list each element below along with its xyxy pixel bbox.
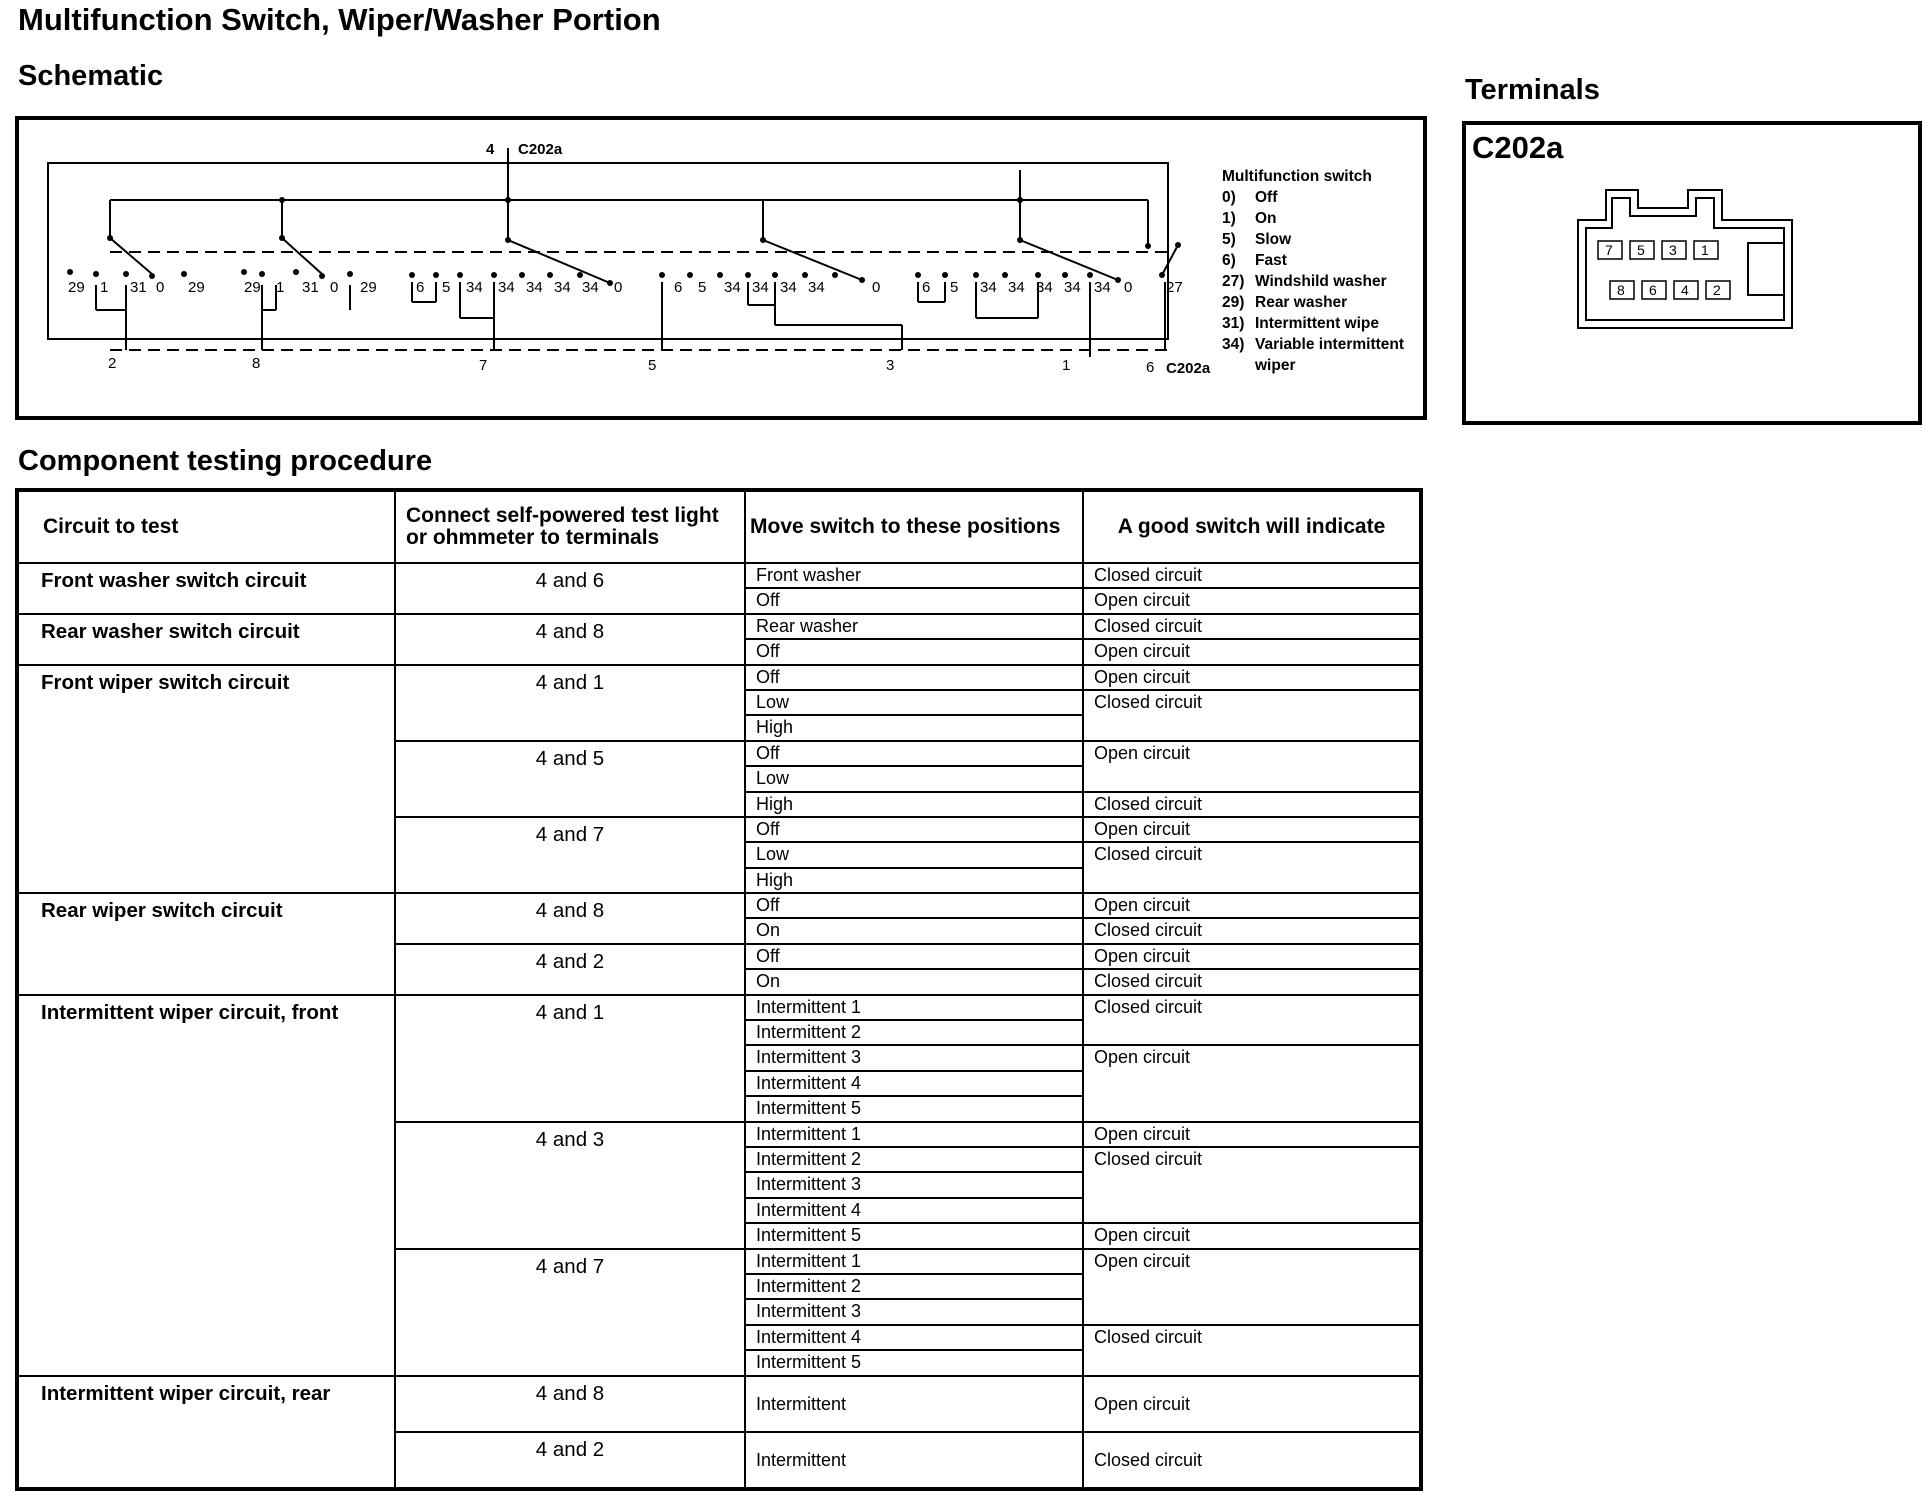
legend-text: Fast	[1255, 252, 1287, 269]
bottom-pin: 3	[886, 357, 895, 374]
position-cell: High	[745, 868, 1083, 893]
indication-cell: Open circuit	[1083, 1223, 1421, 1248]
schematic-legend	[1222, 166, 1404, 376]
connector-bottom-label: C202a	[1166, 360, 1211, 377]
legend-item	[1222, 334, 1404, 355]
terminal-cell: 4 and 1	[395, 665, 745, 741]
connector-face-diagram	[1560, 185, 1800, 335]
terminal-number: 6	[1649, 282, 1657, 298]
position-cell: Off	[745, 817, 1083, 842]
indication-cell: Open circuit	[1083, 944, 1421, 969]
circuit-cell: Front washer switch circuit	[17, 563, 395, 614]
contact-label: 34	[980, 279, 997, 296]
bottom-pin: 7	[479, 357, 488, 374]
contact-label: 34	[724, 279, 741, 296]
legend-item	[1222, 313, 1404, 334]
position-cell: Intermittent	[745, 1432, 1083, 1489]
contact-label: 0	[156, 279, 165, 296]
indication-cell: Open circuit	[1083, 1249, 1421, 1325]
contact-label: 0	[1124, 279, 1133, 296]
position-cell: Low	[745, 690, 1083, 715]
header-connect-line1: Connect self-powered test light	[406, 504, 719, 527]
contact-label: 6	[416, 279, 425, 296]
indication-cell: Closed circuit	[1083, 1147, 1421, 1223]
circuit-cell: Intermittent wiper circuit, front	[17, 995, 395, 1376]
contact-label: 34	[498, 279, 515, 296]
terminal-cell: 4 and 5	[395, 741, 745, 817]
connector-top-pin: 4	[486, 141, 495, 158]
legend-text: Slow	[1255, 231, 1292, 248]
terminal-number: 1	[1701, 242, 1709, 258]
schematic-heading: Schematic	[18, 60, 164, 92]
position-cell: Intermittent 2	[745, 1020, 1083, 1045]
position-cell: Front washer	[745, 563, 1083, 588]
position-cell: Intermittent 3	[745, 1172, 1083, 1197]
header-indicate: A good switch will indicate	[1083, 490, 1421, 563]
position-cell: Off	[745, 588, 1083, 613]
legend-text: On	[1255, 210, 1277, 227]
position-cell: Intermittent 1	[745, 1249, 1083, 1274]
contact-label: 5	[950, 279, 959, 296]
terminal-cell: 4 and 2	[395, 1432, 745, 1489]
contact-label: 0	[330, 279, 339, 296]
contact-label: 34	[554, 279, 571, 296]
contact-label: 29	[360, 279, 377, 296]
legend-key: 1)	[1222, 210, 1236, 227]
connector-top-label: C202a	[518, 141, 563, 158]
circuit-cell: Intermittent wiper circuit, rear	[17, 1376, 395, 1489]
contact-label: 34	[582, 279, 599, 296]
table-row	[17, 995, 1421, 1020]
table-row	[17, 614, 1421, 639]
legend-key: 0)	[1222, 189, 1236, 206]
contact-label: 29	[68, 279, 85, 296]
legend-text: Rear washer	[1255, 294, 1348, 311]
bottom-pin: 8	[252, 355, 261, 372]
indication-cell: Open circuit	[1083, 1376, 1421, 1432]
terminal-cell: 4 and 7	[395, 1249, 745, 1376]
legend-text: Variable intermittent	[1255, 336, 1405, 353]
indication-cell: Closed circuit	[1083, 995, 1421, 1046]
legend-title: Multifunction switch	[1222, 168, 1372, 185]
legend-item	[1222, 208, 1404, 229]
position-cell: Intermittent 2	[745, 1274, 1083, 1299]
position-cell: High	[745, 792, 1083, 817]
page-title: Multifunction Switch, Wiper/Washer Portion	[18, 2, 661, 37]
contact-label: 29	[188, 279, 205, 296]
terminals-connector-label: C202a	[1472, 130, 1564, 165]
contact-label: 1	[276, 279, 285, 296]
position-cell: Intermittent	[745, 1376, 1083, 1432]
legend-key	[1222, 355, 1255, 376]
terminal-number: 8	[1617, 282, 1625, 298]
table-row	[17, 1376, 1421, 1432]
header-connect	[395, 490, 745, 563]
indication-cell: Closed circuit	[1083, 690, 1421, 741]
indication-cell: Open circuit	[1083, 741, 1421, 792]
terminal-cell: 4 and 1	[395, 995, 745, 1122]
table-row	[17, 893, 1421, 918]
terminal-number: 2	[1713, 282, 1721, 298]
contact-label: 34	[1008, 279, 1025, 296]
position-cell: Intermittent 5	[745, 1096, 1083, 1121]
contact-label: 0	[614, 279, 623, 296]
position-cell: Intermittent 4	[745, 1325, 1083, 1350]
position-cell: Low	[745, 766, 1083, 791]
legend-key: 31)	[1222, 315, 1245, 332]
terminal-cell: 4 and 6	[395, 563, 745, 614]
indication-cell: Closed circuit	[1083, 1325, 1421, 1376]
position-cell: Intermittent 1	[745, 1122, 1083, 1147]
position-cell: Intermittent 4	[745, 1071, 1083, 1096]
indication-cell: Closed circuit	[1083, 1432, 1421, 1489]
contact-label: 34	[466, 279, 483, 296]
position-cell: On	[745, 969, 1083, 994]
position-cell: Intermittent 1	[745, 995, 1083, 1020]
procedure-heading: Component testing procedure	[18, 445, 433, 477]
header-move: Move switch to these positions	[745, 490, 1083, 563]
terminal-number: 3	[1669, 242, 1677, 258]
indication-cell: Open circuit	[1083, 817, 1421, 842]
legend-item	[1222, 250, 1404, 271]
terminal-cell: 4 and 8	[395, 893, 745, 944]
header-circuit: Circuit to test	[17, 490, 395, 563]
contact-label: 1	[100, 279, 109, 296]
position-cell: Off	[745, 893, 1083, 918]
contact-label: 5	[698, 279, 707, 296]
indication-cell: Open circuit	[1083, 665, 1421, 690]
terminal-number: 5	[1637, 242, 1645, 258]
contact-label: 0	[872, 279, 881, 296]
position-cell: High	[745, 715, 1083, 740]
indication-cell: Open circuit	[1083, 1045, 1421, 1121]
circuit-cell: Rear washer switch circuit	[17, 614, 395, 665]
contact-label: 6	[922, 279, 931, 296]
circuit-cell: Front wiper switch circuit	[17, 665, 395, 894]
legend-key: 6)	[1222, 252, 1236, 269]
bottom-pin: 5	[648, 357, 657, 374]
table-row	[17, 665, 1421, 690]
terminal-cell: 4 and 7	[395, 817, 745, 893]
legend-item	[1222, 271, 1404, 292]
bottom-pin: 1	[1062, 357, 1071, 374]
contact-label: 31	[302, 279, 319, 296]
indication-cell: Open circuit	[1083, 588, 1421, 613]
position-cell: Intermittent 5	[745, 1223, 1083, 1248]
contact-label: 34	[1094, 279, 1111, 296]
header-connect-line2: or ohmmeter to terminals	[406, 526, 660, 549]
circuit-cell: Rear wiper switch circuit	[17, 893, 395, 995]
terminals-heading: Terminals	[1465, 74, 1600, 106]
bottom-pin: 6	[1146, 359, 1155, 376]
indication-cell: Closed circuit	[1083, 792, 1421, 817]
legend-text: Intermittent wipe	[1255, 315, 1380, 332]
legend-text: wiper	[1255, 357, 1296, 374]
indication-cell: Open circuit	[1083, 1122, 1421, 1147]
position-cell: Intermittent 3	[745, 1299, 1083, 1324]
terminal-cell: 4 and 2	[395, 944, 745, 995]
legend-item	[1222, 187, 1404, 208]
contact-label: 34	[1036, 279, 1053, 296]
position-cell: Off	[745, 944, 1083, 969]
terminal-cell: 4 and 3	[395, 1122, 745, 1249]
position-cell: Low	[745, 842, 1083, 867]
contact-label: 6	[674, 279, 683, 296]
position-cell: Off	[745, 665, 1083, 690]
contact-label: 5	[442, 279, 451, 296]
contact-label: 34	[526, 279, 543, 296]
position-cell: Intermittent 3	[745, 1045, 1083, 1070]
table-row	[17, 563, 1421, 588]
terminal-cell: 4 and 8	[395, 614, 745, 665]
testing-procedure-table	[15, 488, 1423, 1491]
indication-cell: Closed circuit	[1083, 969, 1421, 994]
contact-label: 34	[1064, 279, 1081, 296]
legend-key: 34)	[1222, 336, 1245, 353]
contact-label: 29	[244, 279, 261, 296]
contact-label: 27	[1166, 279, 1183, 296]
indication-cell: Closed circuit	[1083, 614, 1421, 639]
indication-cell: Closed circuit	[1083, 918, 1421, 943]
terminal-number: 7	[1605, 242, 1613, 258]
legend-key: 29)	[1222, 294, 1245, 311]
terminal-number: 4	[1681, 282, 1689, 298]
legend-item	[1222, 355, 1404, 376]
indication-cell: Closed circuit	[1083, 563, 1421, 588]
contact-label: 31	[130, 279, 147, 296]
bottom-pin: 2	[108, 355, 117, 372]
legend-item	[1222, 229, 1404, 250]
position-cell: Intermittent 5	[745, 1350, 1083, 1375]
indication-cell: Open circuit	[1083, 639, 1421, 664]
indication-cell: Open circuit	[1083, 893, 1421, 918]
contact-label: 34	[808, 279, 825, 296]
position-cell: Off	[745, 639, 1083, 664]
indication-cell: Closed circuit	[1083, 842, 1421, 893]
legend-text: Windshild washer	[1255, 273, 1387, 290]
legend-text: Off	[1255, 189, 1278, 206]
table-header-row	[17, 490, 1421, 563]
position-cell: Off	[745, 741, 1083, 766]
legend-item	[1222, 292, 1404, 313]
position-cell: Rear washer	[745, 614, 1083, 639]
position-cell: Intermittent 4	[745, 1198, 1083, 1223]
terminal-cell: 4 and 8	[395, 1376, 745, 1432]
position-cell: On	[745, 918, 1083, 943]
legend-key: 5)	[1222, 231, 1236, 248]
contact-label: 34	[752, 279, 769, 296]
contact-label: 34	[780, 279, 797, 296]
position-cell: Intermittent 2	[745, 1147, 1083, 1172]
legend-key: 27)	[1222, 273, 1245, 290]
